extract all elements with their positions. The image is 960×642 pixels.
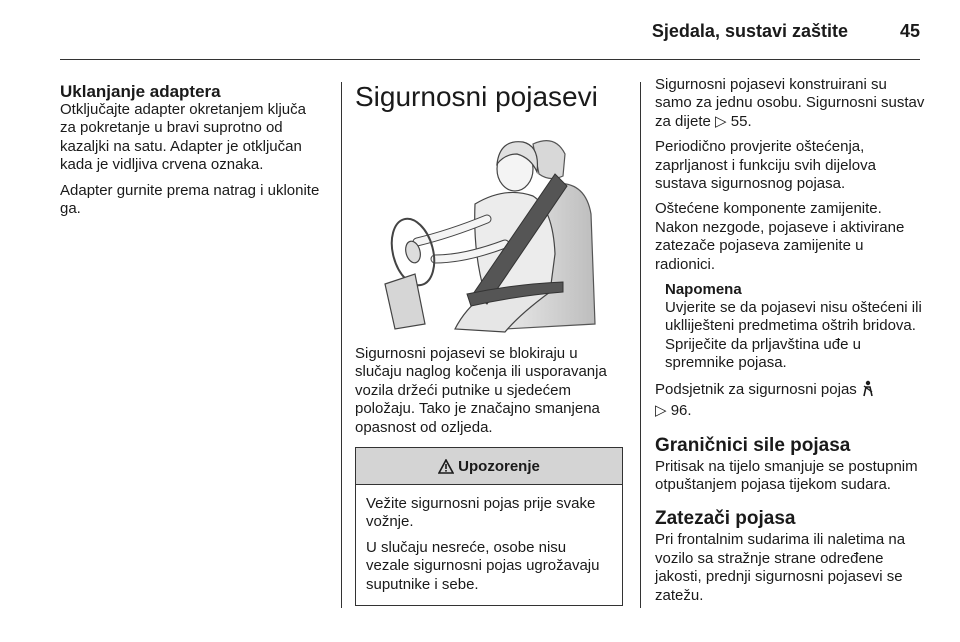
- column-divider: [640, 82, 641, 608]
- arrow-icon: ▷: [715, 112, 727, 130]
- note-title: Napomena: [665, 281, 742, 299]
- driver-with-seatbelt-icon: [355, 124, 621, 336]
- seat-belt-icon: [861, 380, 875, 402]
- page-reference[interactable]: 55.: [730, 112, 752, 130]
- running-title: Sjedala, sustavi zaštite: [651, 21, 848, 41]
- paragraph-text: Sigurnosni pojasevi konstruirani su samo za jednu osobu. Sigurnosni sustav za dijete: [655, 76, 925, 130]
- paragraph: U slučaju nesreće, osobe nisu vezale sigurnosni pojas ugrožavaju suputnike i sebe.: [366, 538, 600, 593]
- right-column: [655, 76, 925, 612]
- warning-title: Upozorenje: [458, 457, 540, 475]
- warning-triangle-icon: [438, 459, 454, 474]
- note-text: Uvjerite se da pojasevi nisu oštećeni ili uklliješteni predmetima oštrih bridova. Spriječite da prljavština uđe u spremnike pojasa.: [665, 299, 922, 372]
- page-number: 45: [899, 21, 920, 41]
- paragraph: [655, 76, 925, 131]
- paragraph: Pri frontalnim sudarima ili naletima na vozilo sa stražnje strane određene jakosti, prednji sigurnosni pojasevi se zatežu.: [655, 531, 906, 604]
- note: [665, 281, 925, 373]
- section-heading-pretensioners: Zatezači pojasa: [655, 508, 796, 530]
- paragraph: Sigurnosni pojasevi se blokiraju u slučaju naglog kočenja ili usporavanja vozila držeći putnike u sjedećem položaju. Tako je značajno smanjena opasnost od ozljeda.: [355, 345, 607, 436]
- paragraph: [655, 380, 925, 421]
- warning-body: [356, 485, 622, 605]
- middle-column: [355, 82, 625, 606]
- section-title: Sigurnosni pojasevi: [355, 81, 598, 112]
- paragraph: Periodično provjerite oštećenja, zaprljanost i funkciju svih dijelova sustava sigurnosnog pojasa.: [655, 138, 876, 193]
- paragraph: Pritisak na tijelo smanjuje se postupnim otpuštanjem pojasa tijekom sudara.: [655, 457, 918, 493]
- warning-header: [356, 448, 622, 485]
- warning-box: [355, 447, 623, 606]
- paragraph: Oštećene komponente zamijenite. Nakon nezgode, pojaseve i aktivirane zatezače pojaseva zamijenite u radionici.: [655, 200, 905, 273]
- column-divider: [341, 82, 342, 608]
- paragraph: Adapter gurnite prema natrag i uklonite ga.: [60, 181, 320, 218]
- page-header: [60, 18, 920, 48]
- section-heading-force-limiters: Graničnici sile pojasa: [655, 434, 851, 456]
- page-reference[interactable]: 96.: [670, 402, 692, 420]
- seatbelt-illustration: [355, 124, 621, 336]
- arrow-icon: ▷: [655, 402, 667, 420]
- header-rule: [60, 59, 920, 60]
- paragraph: Vežite sigurnosni pojas prije svake vožnje.: [366, 495, 596, 531]
- subheading-adapter-removal: Uklanjanje adaptera: [60, 82, 221, 101]
- paragraph: Otključajte adapter okretanjem ključa za pokretanje u bravi suprotno od kazaljki na satu. Adapter je otključan kada je vidljiva crvena oznaka.: [60, 101, 306, 174]
- paragraph-text: Podsjetnik za sigurnosni pojas: [655, 380, 861, 398]
- left-column: [60, 82, 325, 225]
